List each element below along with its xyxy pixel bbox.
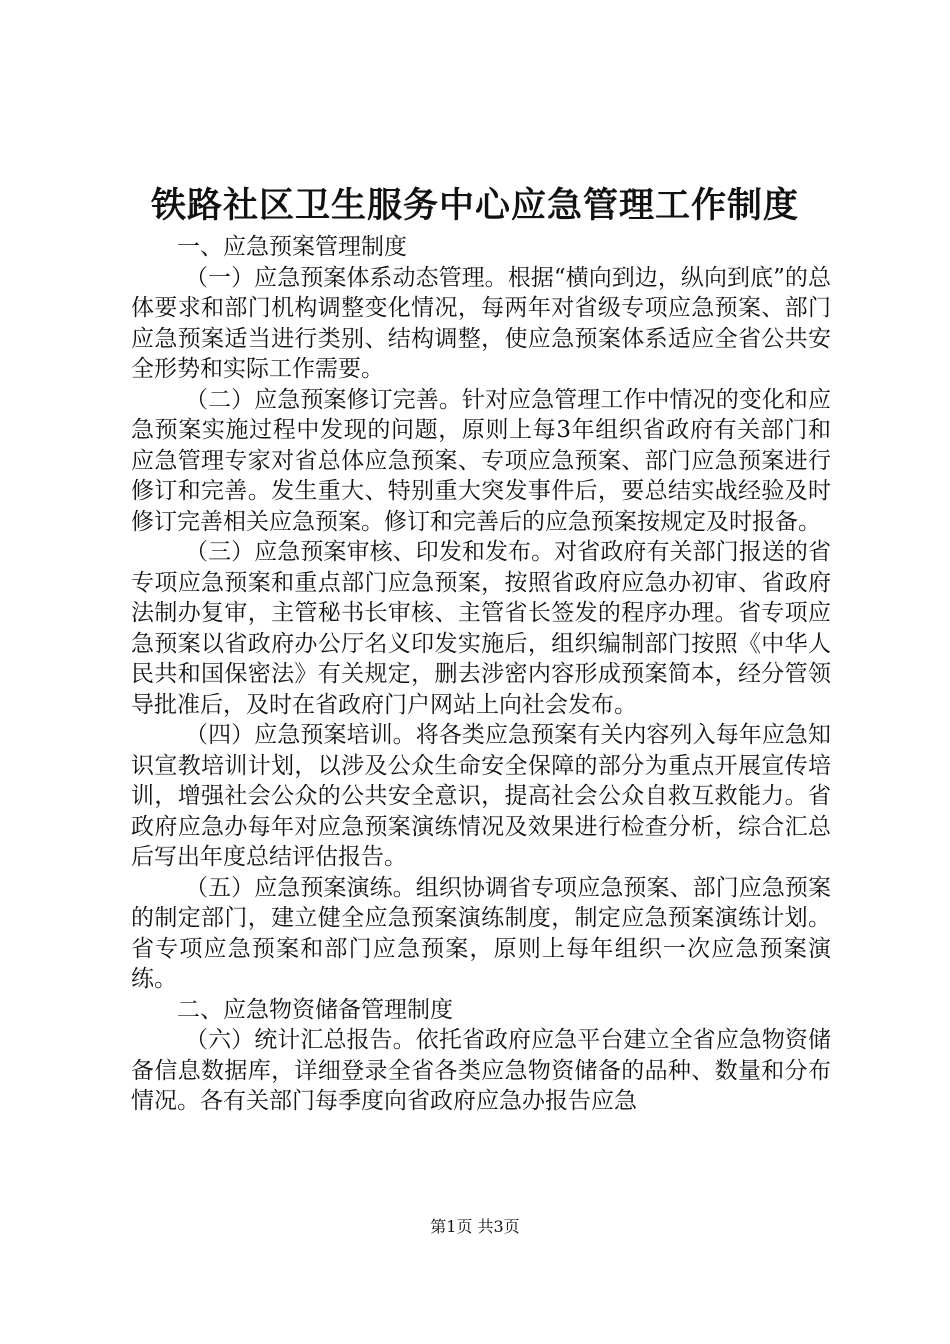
- document-body: [131, 232, 831, 1117]
- section-heading: 一、应急预案管理制度: [177, 234, 407, 260]
- section-heading: 二、应急物资储备管理制度: [177, 996, 453, 1023]
- paragraph: （六）统计汇总报告。依托省政府应急平台建立全省应急物资储备信息数据库，详细登录全省各类应急物资储备的品种、数量和分布情况。各有关部门每季度向省政府应急办报告应急: [131, 1027, 831, 1114]
- page-footer: 第1页 共3页: [430, 1217, 520, 1236]
- paragraph: （二）应急预案修订完善。针对应急管理工作中情况的变化和应急预案实施过程中发现的问题，原则上每3年组织省政府有关部门和应急管理专家对省总体应急预案、专项应急预案、部门应急预案进行修订和完善。发生重大、特别重大突发事件后，要总结实战经验及时修订完善相关应急预案。修订和完善后的应急预案按规定及时报备。: [131, 386, 831, 535]
- paragraph: （一）应急预案体系动态管理。根据“横向到边，纵向到底”的总体要求和部门机构调整变化情况，每两年对省级专项应急预案、部门应急预案适当进行类别、结构调整，使应急预案体系适应全省公共安全形势和实际工作需要。: [131, 264, 831, 382]
- paragraph: （四）应急预案培训。将各类应急预案有关内容列入每年应急知识宣教培训计划，以涉及公众生命安全保障的部分为重点开展宣传培训，增强社会公众的公共安全意识，提高社会公众自救互救能力。省政府应急办每年对应急预案演练情况及效果进行检查分析，综合汇总后写出年度总结评估报告。: [131, 722, 831, 870]
- paragraph: （五）应急预案演练。组织协调省专项应急预案、部门应急预案的制定部门，建立健全应急预案演练制度，制定应急预案演练计划。省专项应急预案和部门应急预案，原则上每年组织一次应急预案演练。: [131, 874, 831, 992]
- paragraph: （三）应急预案审核、印发和发布。对省政府有关部门报送的省专项应急预案和重点部门应急预案，按照省政府应急办初审、省政府法制办复审，主管秘书长审核、主管省长签发的程序办理。省专项应急预案以省政府办公厅名义印发实施后，组织编制部门按照《中华人民共和国保密法》有关规定，删去涉密内容形成预案简本，经分管领导批准后，及时在省政府门户网站上向社会发布。: [131, 539, 831, 718]
- document-title: 铁路社区卫生服务中心应急管理工作制度: [150, 185, 799, 226]
